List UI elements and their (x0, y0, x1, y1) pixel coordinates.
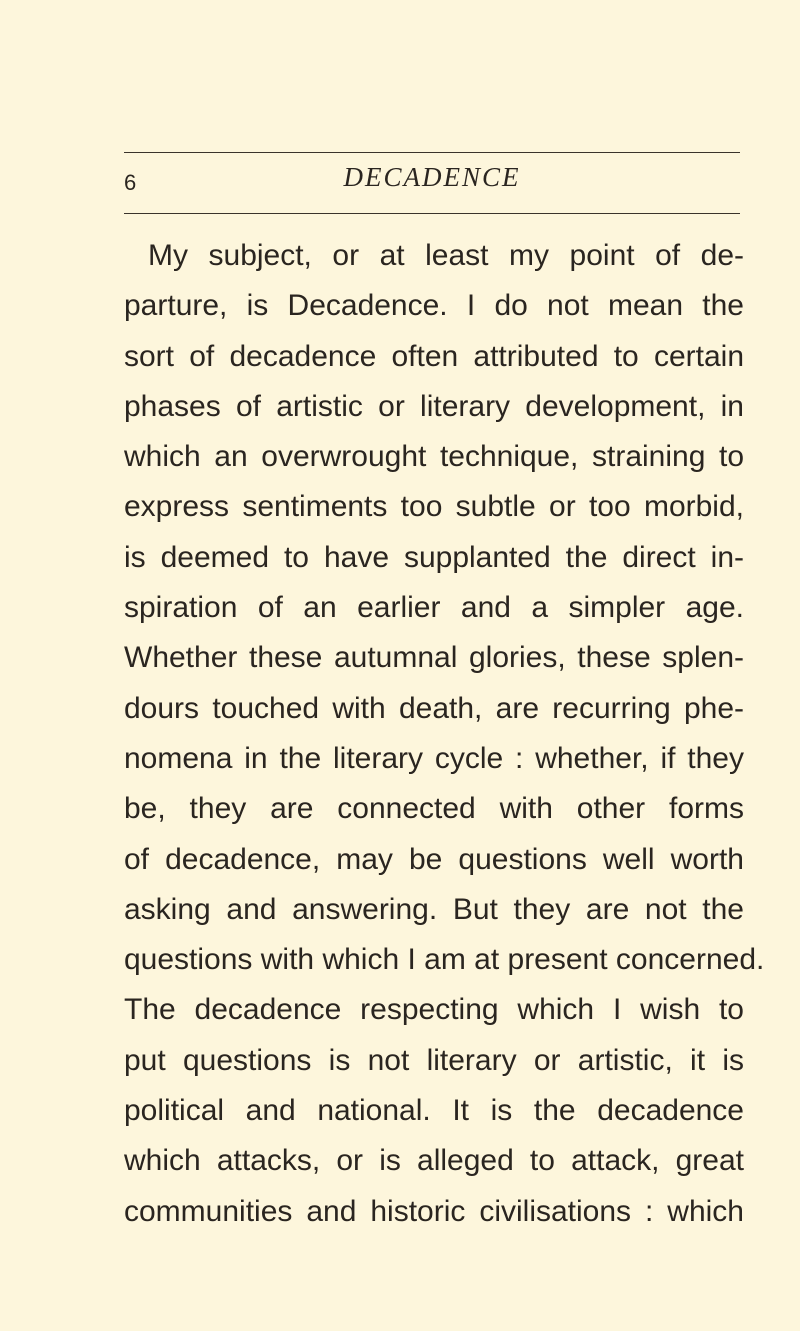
text-line: sort of decadence often attributed to certain (124, 339, 744, 373)
page-number: 6 (124, 170, 137, 195)
text-line: The decadence respecting which I wish to (124, 993, 744, 1027)
text-line: phases of artistic or literary development, in (124, 389, 744, 423)
text-line: questions with which I am at present concerned. (124, 943, 765, 977)
text-line: My subject, or at least my point of de- (148, 239, 744, 272)
text-line: Whether these autumnal glories, these splen- (124, 641, 744, 675)
text-line: dours touched with death, are recurring phe- (124, 691, 744, 725)
text-line: express sentiments too subtle or too morbid, (124, 490, 744, 524)
header-top-rule (124, 152, 740, 153)
text-line: is deemed to have supplanted the direct in- (124, 540, 744, 574)
text-line: which attacks, or is alleged to attack, great (124, 1144, 744, 1178)
text-line: put questions is not literary or artistic, it is (124, 1043, 744, 1077)
text-line: parture, is Decadence. I do not mean the (124, 289, 744, 323)
text-line: asking and answering. But they are not the (124, 892, 744, 926)
body-paragraph (124, 231, 765, 1237)
text-line: political and national. It is the decadence (124, 1094, 744, 1128)
text-line: which an overwrought technique, straining to (124, 440, 744, 474)
text-line: spiration of an earlier and a simpler age. (124, 591, 744, 625)
text-line: of decadence, may be questions well worth (124, 842, 744, 876)
running-head (124, 162, 740, 202)
text-line: nomena in the literary cycle : whether, if they (124, 741, 744, 775)
running-title: DECADENCE (343, 162, 521, 192)
text-line: be, they are connected with other forms (124, 792, 744, 826)
text-line: communities and historic civilisations : which (124, 1194, 744, 1228)
header-bottom-rule (124, 213, 740, 214)
